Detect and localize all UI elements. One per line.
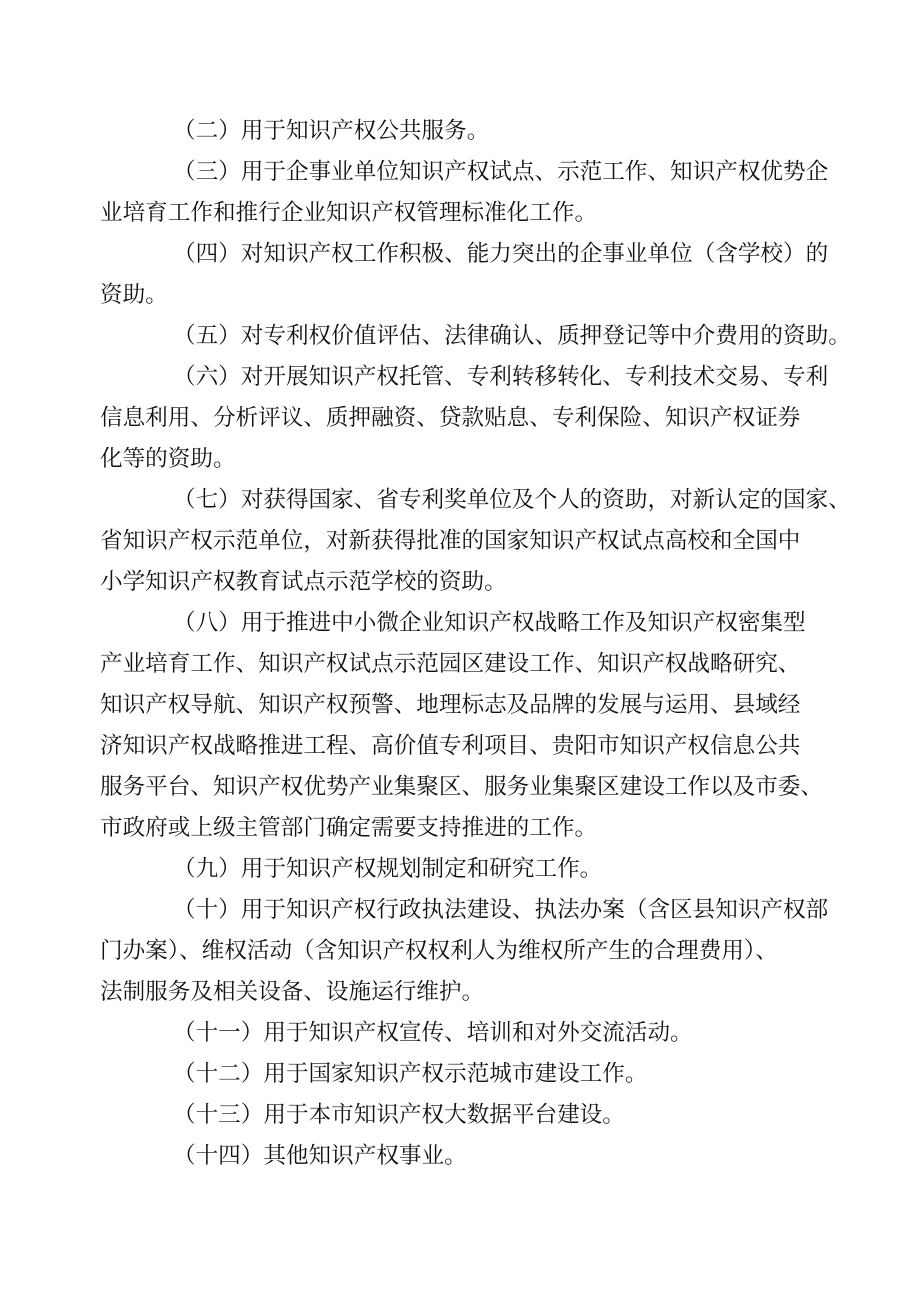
paragraph-6-line-1: [0, 357, 920, 397]
paragraph-text: （七）对获得国家、省专利奖单位及个人的资助，对新认定的国家、: [173, 487, 851, 513]
paragraph-9-line-1: [0, 849, 920, 889]
paragraph-text: 产业培育工作、知识产权试点示范园区建设工作、知识产权战略研究、: [100, 651, 801, 677]
paragraph-7-line-2: [0, 521, 920, 561]
paragraph-text: （十）用于知识产权行政执法建设、执法办案（含区县知识产权部: [173, 897, 829, 923]
paragraph-text: 业培育工作和推行企业知识产权管理标准化工作。: [100, 200, 598, 226]
paragraph-7-line-1: [0, 480, 920, 520]
paragraph-3-line-1: [0, 152, 920, 192]
paragraph-text: 济知识产权战略推进工程、高价值专利项目、贵阳市知识产权信息公共: [100, 733, 801, 759]
paragraph-text: 知识产权导航、知识产权预警、地理标志及品牌的发展与运用、县域经: [100, 692, 801, 718]
paragraph-text: 信息利用、分析评议、质押融资、贷款贴息、专利保险、知识产权证券: [100, 405, 801, 431]
paragraph-8-line-4: [0, 726, 920, 766]
paragraph-11-line-1: [0, 1013, 920, 1053]
paragraph-text: 省知识产权示范单位，对新获得批准的国家知识产权试点高校和全国中: [100, 528, 801, 554]
paragraph-text: （六）对开展知识产权托管、专利转移转化、专利技术交易、专利: [173, 364, 829, 390]
paragraph-8-line-3: [0, 685, 920, 725]
paragraph-4-line-2: [0, 275, 920, 315]
paragraph-7-line-3: [0, 562, 920, 602]
paragraph-text: （九）用于知识产权规划制定和研究工作。: [173, 856, 603, 882]
paragraph-text: （三）用于企事业单位知识产权试点、示范工作、知识产权优势企: [173, 159, 829, 185]
paragraph-text: 资助。: [100, 282, 168, 308]
paragraph-text: （五）对专利权价值评估、法律确认、质押登记等中介费用的资助。: [173, 323, 851, 349]
paragraph-text: 化等的资助。: [100, 446, 236, 472]
paragraph-8-line-6: [0, 808, 920, 848]
paragraph-text: 法制服务及相关设备、设施运行维护。: [100, 979, 485, 1005]
paragraph-text: 服务平台、知识产权优势产业集聚区、服务业集聚区建设工作以及市委、: [100, 774, 823, 800]
paragraph-text: （十二）用于国家知识产权示范城市建设工作。: [173, 1061, 648, 1087]
paragraph-14-line-1: [0, 1136, 920, 1176]
paragraph-6-line-3: [0, 439, 920, 479]
paragraph-4-line-1: [0, 234, 920, 274]
paragraph-8-line-1: [0, 603, 920, 643]
paragraph-text: （四）对知识产权工作积极、能力突出的企事业单位（含学校）的: [173, 241, 829, 267]
paragraph-3-line-2: [0, 193, 920, 233]
paragraph-5-line-1: [0, 316, 920, 356]
paragraph-8-line-5: [0, 767, 920, 807]
paragraph-text: （十三）用于本市知识产权大数据平台建设。: [173, 1102, 625, 1128]
paragraph-text: （二）用于知识产权公共服务。: [173, 118, 490, 144]
paragraph-13-line-1: [0, 1095, 920, 1135]
paragraph-text: （八）用于推进中小微企业知识产权战略工作及知识产权密集型: [173, 610, 806, 636]
paragraph-text: （十一）用于知识产权宣传、培训和对外交流活动。: [173, 1020, 693, 1046]
paragraph-8-line-2: [0, 644, 920, 684]
paragraph-10-line-1: [0, 890, 920, 930]
paragraph-12-line-1: [0, 1054, 920, 1094]
paragraph-10-line-3: [0, 972, 920, 1012]
paragraph-text: 门办案）、维权活动（含知识产权权利人为维权所产生的合理费用）、: [100, 938, 778, 964]
paragraph-text: 市政府或上级主管部门确定需要支持推进的工作。: [100, 815, 598, 841]
paragraph-6-line-2: [0, 398, 920, 438]
paragraph-text: 小学知识产权教育试点示范学校的资助。: [100, 569, 507, 595]
paragraph-10-line-2: [0, 931, 920, 971]
paragraph-2-line-1: [0, 111, 920, 151]
paragraph-text: （十四）其他知识产权事业。: [173, 1143, 467, 1169]
